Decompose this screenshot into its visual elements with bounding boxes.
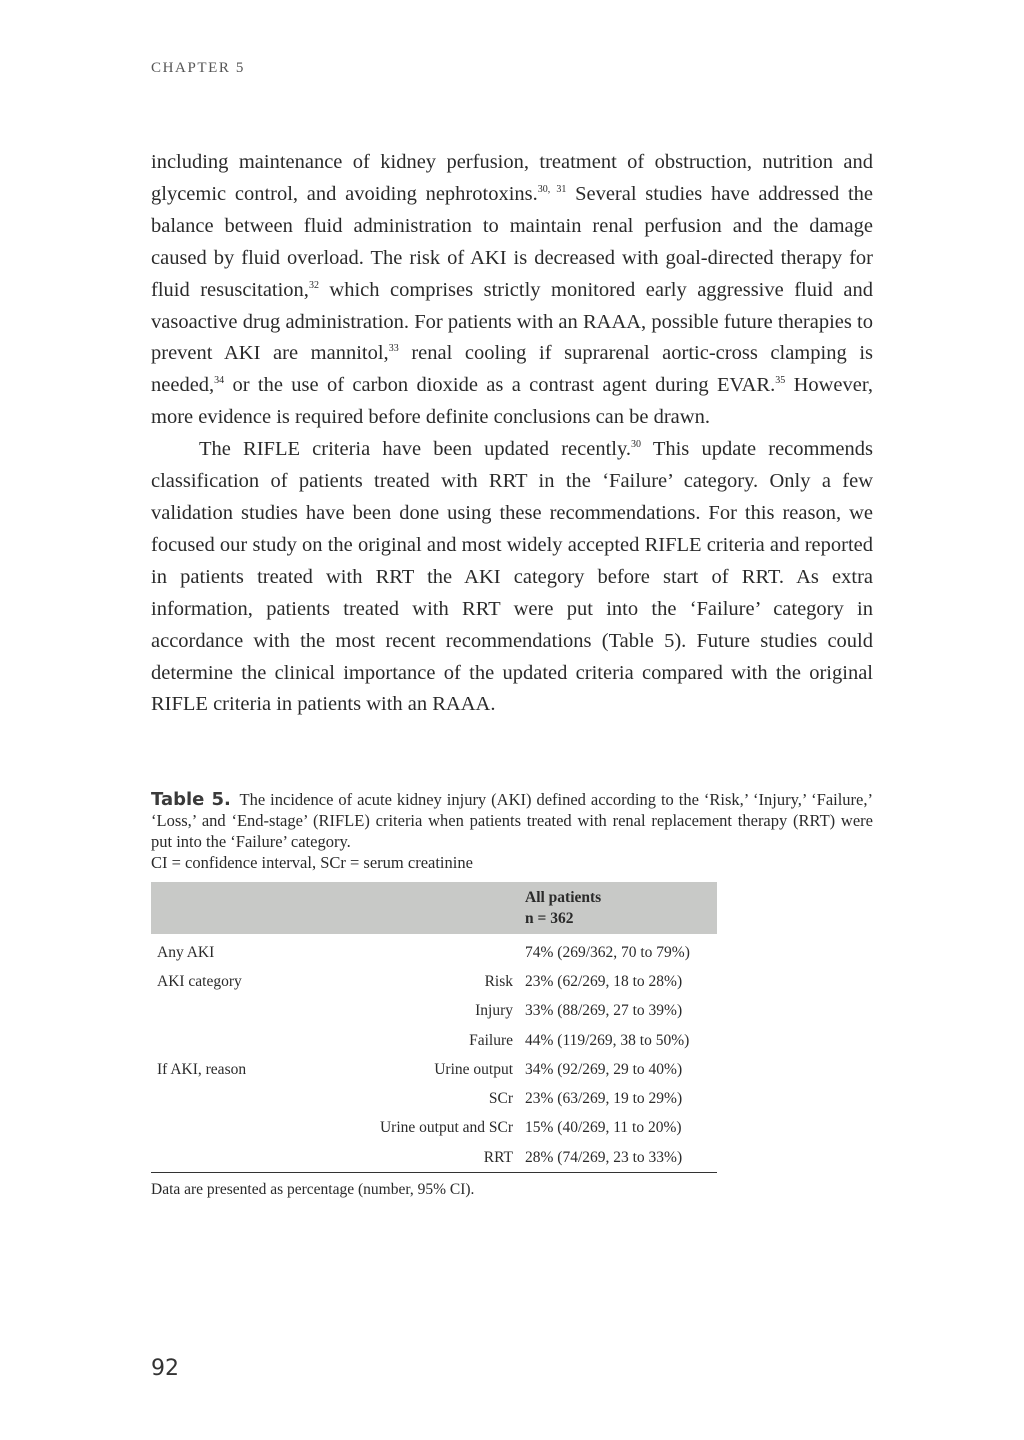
table-row [151,1114,717,1143]
row-value: 23% (62/269, 18 to 28%) [525,972,683,990]
row-group [151,997,347,1026]
paragraph-1 [151,147,873,434]
row-subcategory: Urine output [434,1060,513,1078]
row-value: 34% (92/269, 29 to 40%) [525,1060,683,1078]
header-all-patients-label: All patients [525,889,602,906]
row-subcategory: SCr [488,1090,513,1108]
table-abbreviations: CI = confidence interval, SCr = serum creatinine [151,853,473,872]
row-value: 23% (63/269, 19 to 29%) [525,1090,683,1108]
table-row [151,934,717,967]
row-value: 33% (88/269, 27 to 39%) [525,1002,683,1020]
body-text [151,147,873,721]
text-run: or the use of carbon dioxide as a contrast agent during EVAR. [224,374,776,397]
row-value: 15% (40/269, 11 to 20%) [525,1119,682,1137]
row-value: 28% (74/269, 23 to 33%) [519,1143,717,1173]
table-body [151,934,717,1173]
table-header-row [151,882,717,934]
row-group: Any AKI [157,943,215,961]
results-table [151,882,717,1173]
table-row [151,997,717,1026]
header-n: n = 362 [525,910,574,927]
text-run: This update recommends classification of patients treated with RRT in the ‘Failure’ category. Only a few validation studies have been done using these recommendations. For this reason, we focused our study on the original and most widely accepted RIFLE criteria and reported in patients treated with RRT the AKI category before start of RRT. As extra information, patients treated with RRT were put into the ‘Failure’ category in accordance with the most recent recommendations (Table 5). Future studies could determine the clinical importance of the updated criteria compared with the original RIFLE criteria in patients with an RAAA. [151,438,874,716]
row-group [151,1114,347,1143]
table-caption [151,789,873,873]
text-run: including maintenance of kidney perfusion, treatment of obstruction, nutrition and glycemic control, and avoiding nephrotoxins. [151,151,873,205]
citation-superscript: 35 [775,375,786,387]
text-run: renal cooling if suprarenal aortic-cross clamping is needed, [151,342,873,397]
text-run: which comprises strictly monitored early aggressive fluid and vasoactive drug administration. For patients with an RAAA, possible future therapies to prevent AKI are mannitol, [151,278,873,365]
row-subcategory: Risk [484,972,513,990]
row-subcategory: Injury [475,1002,513,1020]
header-blank-1 [151,882,347,934]
row-subcategory [347,934,519,967]
header-blank-2 [347,882,519,934]
table-row [151,1143,717,1173]
table-caption-text: The incidence of acute kidney injury (AKI) defined according to the ‘Risk,’ ‘Injury,’ ‘Failure,’ ‘Loss,’ and ‘End-stage’ (RIFLE) criteria when patients treated with renal replacement therapy (RRT) were put into the ‘Failure’ category. [151,790,873,851]
citation-superscript: 30, 31 [537,183,567,195]
table-row [151,967,717,996]
row-group: AKI category [157,972,242,990]
table-row [151,1084,717,1113]
row-subcategory: Urine output and SCr [379,1119,513,1137]
row-subcategory: Failure [469,1031,513,1049]
table-footnote: Data are presented as percentage (number, 95% CI). [151,1181,475,1198]
row-subcategory: RRT [347,1143,519,1173]
row-group [151,1143,347,1173]
citation-superscript: 34 [214,375,225,387]
running-head: CHAPTER 5 [151,60,245,76]
text-run: However, more evidence is required before definite conclusions can be drawn. [151,374,874,429]
row-group: If AKI, reason [157,1060,247,1078]
text-run: The RIFLE criteria have been updated recently. [199,438,632,461]
table-row [151,1055,717,1084]
table-row [151,1026,717,1055]
row-group [151,1026,347,1055]
citation-superscript: 32 [308,279,319,291]
citation-superscript: 33 [388,343,399,355]
row-value: 44% (119/269, 38 to 50%) [525,1031,690,1049]
table-label: Table 5. [151,789,231,810]
page-number: 92 [151,1356,179,1381]
text-run: Several studies have addressed the balance between fluid administration to maintain renal perfusion and the damage caused by fluid overload. The risk of AKI is decreased with goal-directed therapy for fluid resuscitation, [151,182,873,301]
header-all-patients [519,882,717,934]
paragraph-2 [151,434,873,721]
row-value: 74% (269/362, 70 to 79%) [525,943,690,961]
citation-superscript: 30 [631,439,642,451]
row-group [151,1084,347,1113]
